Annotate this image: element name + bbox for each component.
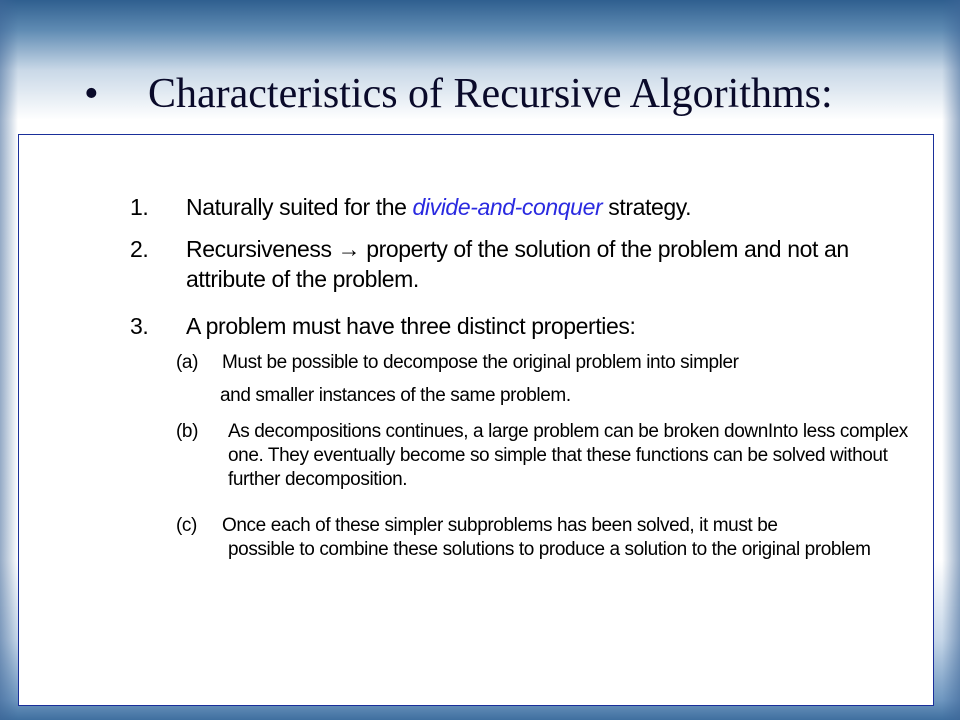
sub-item-line-2: and smaller instances of the same problem. [220,385,571,406]
slide-title [0,68,960,128]
title-bullet: • [84,71,99,117]
item-text [186,192,906,222]
item-text [186,234,906,294]
item-text-before: Naturally suited for the [186,194,413,220]
arrow-icon: → [337,236,361,262]
sub-item-b [176,420,916,500]
item-text: A problem must have three distinct properties: [186,313,636,339]
item-text-before: Recursiveness [186,236,338,262]
item-number: 1. [130,194,149,220]
item-text-after: strategy. [602,194,692,220]
sub-item-c [176,514,916,594]
sub-item-label: (c) [176,515,197,536]
sub-item-a [176,351,896,411]
title-text: Characteristics of Recursive Algorithms: [148,71,833,117]
item-number: 2. [130,236,149,262]
sub-item-rest: possible to combine these solutions to produce a solution to the original problem [228,539,871,560]
item-number: 3. [130,313,149,339]
sub-item-line-1: Must be possible to decompose the original problem into simpler [222,352,739,373]
sub-item-label: (a) [176,352,199,373]
sub-item-line-1: Once each of these simpler subproblems has been solved, it must be [222,515,778,536]
sub-item-text: As decompositions continues, a large problem can be broken downInto less complex one. They eventually become so simple that these functions can be solved without further decomposition. [228,421,908,490]
item-text-after: property of the solution of the problem and not an attribute of the problem. [186,236,849,292]
sub-item-label: (b) [176,421,199,442]
item-emphasis: divide-and-conquer [412,194,603,220]
